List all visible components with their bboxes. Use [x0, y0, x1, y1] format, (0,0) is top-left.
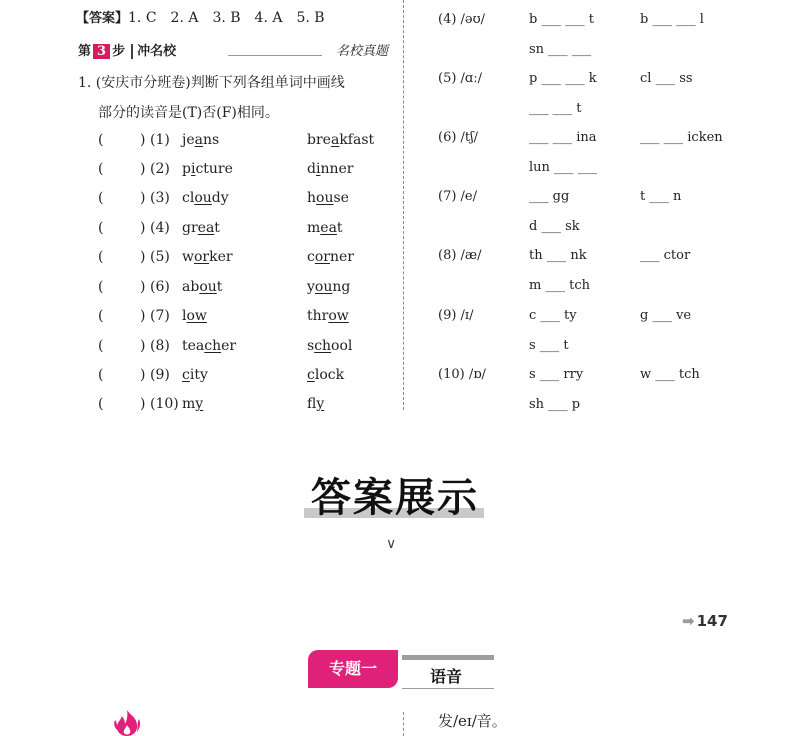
- fill-blank-word[interactable]: lun ___ ___: [529, 160, 598, 175]
- step-title: 冲名校: [131, 44, 176, 59]
- fill-blank-word[interactable]: th ___ nk: [529, 248, 587, 263]
- judgement-row: [98, 396, 388, 416]
- underlined-part: y: [195, 396, 204, 412]
- fill-blank-word[interactable]: d ___ sk: [529, 219, 580, 234]
- judgement-row: [98, 249, 388, 269]
- fill-blank-word[interactable]: p ___ ___ k: [529, 71, 597, 86]
- underlined-part: ou: [314, 279, 333, 295]
- underlined-part: ea: [320, 220, 337, 236]
- topic-underline: [402, 688, 494, 689]
- answer-paren-open[interactable]: (: [98, 220, 104, 236]
- word-left: worker: [182, 249, 233, 265]
- judgement-row: [98, 220, 388, 240]
- row-number: (9): [150, 367, 170, 383]
- underlined-part: ea: [197, 220, 215, 236]
- answer-items: 1. C 2. A 3. B 4. A 5. B: [128, 10, 325, 26]
- word-right: breakfast: [307, 132, 375, 148]
- judgement-row: [98, 132, 388, 152]
- phonetic-symbol: (9) /ɪ/: [438, 308, 474, 323]
- row-number: (4): [150, 220, 170, 236]
- underlined-part: ch: [314, 338, 332, 354]
- answer-paren-close: ): [140, 190, 146, 206]
- word-right: dinner: [307, 161, 354, 177]
- fill-blank-word[interactable]: m ___ tch: [529, 278, 590, 293]
- phonics-row: [438, 189, 758, 209]
- row-number: (8): [150, 338, 170, 354]
- underlined-part: or: [193, 249, 210, 265]
- word-left: about: [182, 279, 223, 295]
- row-number: (6): [150, 279, 170, 295]
- judgement-row: [98, 367, 388, 387]
- fill-blank-word[interactable]: b ___ ___ l: [640, 12, 704, 27]
- answer-line: [76, 7, 325, 27]
- row-number: (5): [150, 249, 170, 265]
- step-prefix: 第: [78, 44, 92, 59]
- phonics-row-second: [438, 160, 758, 180]
- fill-blank-word[interactable]: g ___ ve: [640, 308, 692, 323]
- judgement-row: [98, 338, 388, 358]
- chevron-down-icon[interactable]: ∨: [386, 536, 397, 552]
- word-left: picture: [182, 161, 233, 177]
- answer-paren-open[interactable]: (: [98, 367, 104, 383]
- topic-bar: [402, 655, 494, 660]
- answer-paren-close: ): [140, 396, 146, 412]
- answer-paren-open[interactable]: (: [98, 396, 104, 412]
- fill-blank-word[interactable]: ___ ctor: [640, 248, 691, 263]
- column-divider: [403, 0, 404, 410]
- phonetic-symbol: (7) /e/: [438, 189, 477, 204]
- word-left: my: [182, 396, 204, 412]
- question-instruction-line1: 1. (安庆市分班卷)判断下列各组单词中画线: [78, 75, 345, 91]
- answer-paren-close: ): [140, 367, 146, 383]
- row-number: (3): [150, 190, 170, 206]
- judgement-row: [98, 161, 388, 181]
- page-number: [682, 612, 728, 630]
- word-left: jeans: [182, 132, 220, 148]
- underlined-part: ou: [199, 279, 217, 295]
- row-number: (2): [150, 161, 170, 177]
- step-number-badge: 3: [93, 44, 110, 59]
- column-divider-bottom: [403, 712, 404, 736]
- word-right: house: [307, 190, 349, 206]
- topic-subtitle: 语音: [430, 667, 463, 686]
- word-right: throw: [307, 308, 349, 324]
- fill-blank-word[interactable]: s ___ rry: [529, 367, 584, 382]
- topic-label: 专题一: [308, 650, 398, 688]
- question-instruction-line2: 部分的读音是(T)否(F)相同。: [98, 105, 279, 121]
- answer-paren-open[interactable]: (: [98, 279, 104, 295]
- underlined-part: c: [182, 367, 190, 383]
- answer-paren-open[interactable]: (: [98, 132, 104, 148]
- fill-blank-word[interactable]: b ___ ___ t: [529, 12, 594, 27]
- underlined-part: i: [190, 161, 196, 177]
- underlined-part: c: [307, 367, 315, 383]
- answer-paren-close: ): [140, 308, 146, 324]
- answer-paren-close: ): [140, 220, 146, 236]
- phonics-row: [438, 130, 758, 150]
- word-right: corner: [307, 249, 354, 265]
- underlined-part: a: [194, 132, 203, 148]
- underlined-part: or: [314, 249, 330, 265]
- word-left: low: [182, 308, 207, 324]
- judgement-row: [98, 308, 388, 328]
- answer-paren-close: ): [140, 161, 146, 177]
- fill-blank-word[interactable]: c ___ ty: [529, 308, 577, 323]
- word-left: cloudy: [182, 190, 229, 206]
- phonics-row-second: [438, 338, 758, 358]
- underlined-part: ou: [316, 190, 334, 206]
- phonetic-symbol: (5) /ɑː/: [438, 71, 483, 86]
- underlined-part: ow: [328, 308, 349, 324]
- judgement-row: [98, 279, 388, 299]
- underlined-part: a: [330, 132, 340, 148]
- word-left: teacher: [182, 338, 237, 354]
- flame-icon: [110, 708, 144, 736]
- bottom-text: 发/eɪ/音。: [438, 712, 507, 730]
- word-right: clock: [307, 367, 345, 383]
- banner-title: 答案展示: [311, 475, 479, 521]
- fill-blank-word[interactable]: t ___ n: [640, 189, 682, 204]
- fill-blank-word[interactable]: s ___ t: [529, 338, 569, 353]
- topic-header: [308, 650, 498, 690]
- answer-paren-close: ): [140, 279, 146, 295]
- fill-blank-word[interactable]: sh ___ p: [529, 397, 581, 412]
- word-right: young: [307, 279, 351, 295]
- word-right: meat: [307, 220, 343, 236]
- answer-paren-open[interactable]: (: [98, 338, 104, 354]
- step-rule: [228, 55, 322, 56]
- step-suffix: 步: [112, 44, 126, 59]
- underlined-part: ow: [186, 308, 207, 324]
- answer-paren-open[interactable]: (: [98, 161, 104, 177]
- step-tag: 名校真题: [335, 44, 388, 59]
- phonetic-symbol: (4) /əʊ/: [438, 12, 486, 27]
- answer-paren-close: ): [140, 132, 146, 148]
- phonetic-symbol: (8) /æ/: [438, 248, 482, 263]
- word-left: city: [182, 367, 208, 383]
- step-header: [78, 40, 388, 60]
- fill-blank-word[interactable]: sn ___ ___: [529, 42, 592, 57]
- word-left: great: [182, 220, 220, 236]
- fill-blank-word[interactable]: ___ ___ icken: [640, 130, 723, 145]
- judgement-row: [98, 190, 388, 210]
- word-right: school: [307, 338, 353, 354]
- phonics-row: [438, 248, 758, 268]
- phonetic-symbol: (6) /tʃ/: [438, 130, 479, 145]
- phonics-row-second: [438, 101, 758, 121]
- underlined-part: i: [315, 161, 321, 177]
- answer-tag: 【答案】: [76, 11, 129, 26]
- phonics-row: [438, 12, 758, 32]
- underlined-part: ou: [194, 190, 212, 206]
- fill-blank-word[interactable]: ___ ___ t: [529, 101, 582, 116]
- answer-paren-open[interactable]: (: [98, 308, 104, 324]
- row-number: (10): [150, 396, 179, 412]
- answer-paren-open[interactable]: (: [98, 249, 104, 265]
- phonics-row-second: [438, 42, 758, 62]
- fill-blank-word[interactable]: cl ___ ss: [640, 71, 693, 86]
- phonics-row-second: [438, 397, 758, 417]
- phonics-row: [438, 308, 758, 328]
- phonetic-symbol: (10) /ɒ/: [438, 367, 486, 382]
- fill-blank-word[interactable]: ___ gg: [529, 189, 570, 204]
- phonics-row-second: [438, 219, 758, 239]
- underlined-part: y: [316, 396, 325, 412]
- arrow-right-icon: ➡: [682, 612, 695, 630]
- answer-paren-close: ): [140, 338, 146, 354]
- row-number: (1): [150, 132, 170, 148]
- phonics-row: [438, 367, 758, 387]
- page-number-value: 147: [696, 612, 728, 630]
- fill-blank-word[interactable]: w ___ tch: [640, 367, 700, 382]
- answer-paren-open[interactable]: (: [98, 190, 104, 206]
- phonics-row-second: [438, 278, 758, 298]
- word-right: fly: [307, 396, 325, 412]
- row-number: (7): [150, 308, 170, 324]
- answer-paren-close: ): [140, 249, 146, 265]
- answer-banner: [300, 474, 490, 524]
- phonics-row: [438, 71, 758, 91]
- fill-blank-word[interactable]: ___ ___ ina: [529, 130, 597, 145]
- underlined-part: ch: [204, 338, 222, 354]
